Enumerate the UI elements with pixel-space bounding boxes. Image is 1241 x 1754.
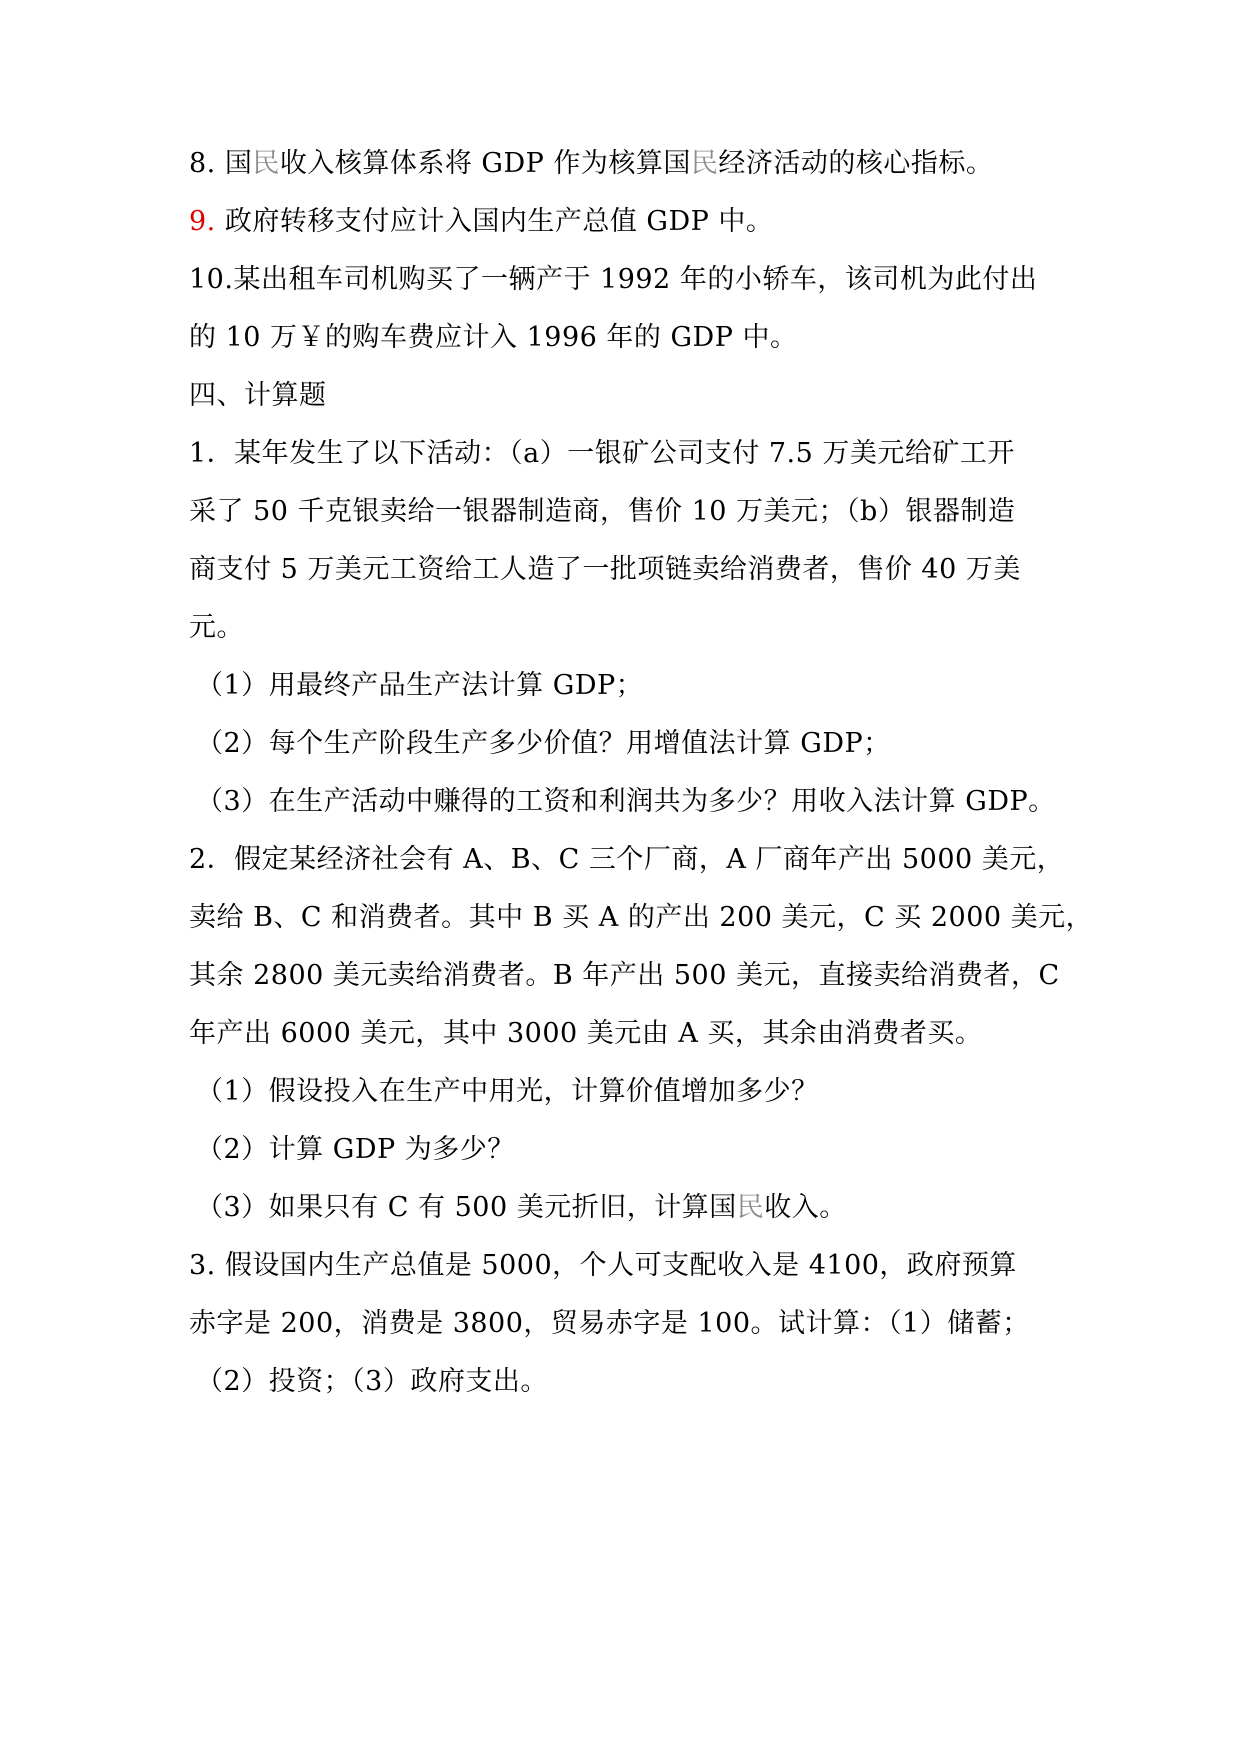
statement-9 [189,194,1069,250]
section-heading: 四、计算题 [189,380,327,411]
problem-1-question-2: （2）每个生产阶段生产多少价值？用增值法计算 GDP； [196,728,891,759]
statement-10-line-1: 10.某出租车司机购买了一辆产于 1992 年的小轿车，该司机为此付出 [189,264,1038,295]
statement-8-char-min-1: 民 [252,148,280,179]
problem-2-line-3: 其余 2800 美元卖给消费者。B 年产出 500 美元，直接卖给消费者，C [189,960,1060,991]
problem-1-line-3: 商支付 5 万美元工资给工人造了一批项链卖给消费者，售价 40 万美 [189,554,1021,585]
problem-3-line-1: 3. 假设国内生产总值是 5000，个人可支配收入是 4100，政府预算 [189,1250,1017,1281]
problem-2-question-3-char-min: 民 [736,1192,765,1223]
problem-1-line-1: 1．某年发生了以下活动：（a）一银矿公司支付 7.5 万美元给矿工开 [189,438,1015,469]
problem-1-line-4: 元。 [189,612,244,643]
problem-3-line-3: （2）投资；（3）政府支出。 [196,1366,548,1397]
statement-8-char-min-2: 民 [690,148,719,179]
statement-8-text-c: 经济活动的核心指标。 [718,148,994,179]
statement-9-text: 政府转移支付应计入国内生产总值 GDP 中。 [215,206,774,237]
problem-2-question-3 [196,1180,1076,1236]
statement-8-text-a: 8. 国 [189,148,253,179]
statement-8-text-b: 收入核算体系将 GDP 作为核算国 [279,148,691,179]
problem-1-question-1: （1）用最终产品生产法计算 GDP； [196,670,644,701]
problem-2-line-1: 2．假定某经济社会有 A、B、C 三个厂商，A 厂商年产出 5000 美元， [189,844,1065,875]
problem-1-question-3: （3）在生产活动中赚得的工资和利润共为多少？用收入法计算 GDP。 [196,786,1056,817]
problem-3-line-2: 赤字是 200，消费是 3800，贸易赤字是 100。试计算：（1）储蓄； [189,1308,1030,1339]
problem-2-question-3-text-a: （3）如果只有 C 有 500 美元折旧，计算国 [196,1192,737,1223]
problem-2-line-2: 卖给 B、C 和消费者。其中 B 买 A 的产出 200 美元，C 买 2000 美元， [189,902,1094,933]
problem-2-line-4: 年产出 6000 美元，其中 3000 美元由 A 买，其余由消费者买。 [189,1018,983,1049]
statement-10-line-2: 的 10 万￥的购车费应计入 1996 年的 GDP 中。 [189,322,798,353]
statement-8 [189,136,1069,192]
problem-1-line-2: 采了 50 千克银卖给一银器制造商，售价 10 万美元；（b）银器制造 [189,496,1016,527]
statement-9-number: 9. [189,206,216,237]
problem-2-question-3-text-b: 收入。 [764,1192,847,1223]
problem-2-question-1: （1）假设投入在生产中用光，计算价值增加多少？ [196,1076,819,1107]
problem-2-question-2: （2）计算 GDP 为多少？ [196,1134,515,1165]
